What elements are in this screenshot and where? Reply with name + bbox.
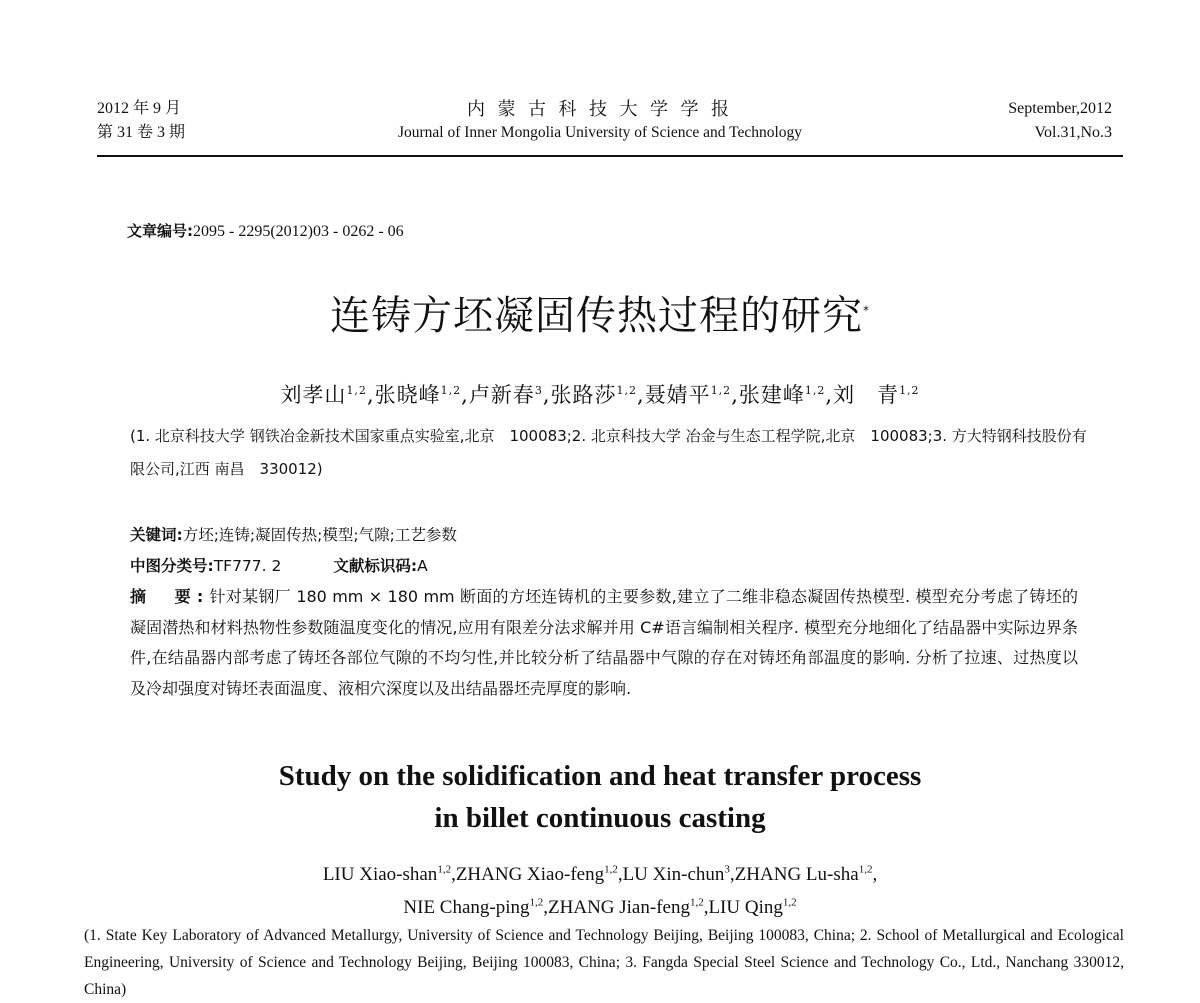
- author-cn: 张路莎$^{1,2}$,: [550, 383, 645, 407]
- doc-code-value: A: [417, 557, 428, 575]
- authors-en-line2: [0, 891, 1200, 924]
- title-cn-text: 连铸方坯凝固传热过程的研究: [330, 293, 863, 339]
- authors-cn: [0, 380, 1200, 410]
- author-en: NIE Chang-ping$^{1,2}$,: [403, 896, 549, 918]
- abstract-label: 摘 要:: [130, 587, 210, 606]
- doc-code-label: 文献标识码:: [333, 557, 418, 575]
- author-cn: 张晓峰$^{1,2}$,: [374, 383, 469, 407]
- author-cn: 刘 青$^{1,2}$: [833, 383, 920, 407]
- classification: [130, 553, 428, 579]
- author-cn: 卢新春$^3$,: [468, 383, 551, 407]
- article-number: [127, 220, 404, 241]
- keywords-label: 关键词:: [130, 526, 183, 544]
- keywords-value: 方坯;连铸;凝固传热;模型;气隙;工艺参数: [182, 526, 457, 544]
- header-left: [97, 97, 185, 145]
- author-en: LU Xin-chun$^3$,: [622, 863, 735, 885]
- header-right: [1008, 97, 1112, 145]
- author-cn: 刘孝山$^{1,2}$,: [280, 383, 375, 407]
- issue-volume-en: Vol.31,No.3: [1034, 124, 1112, 141]
- clc-value: TF777. 2: [213, 557, 282, 575]
- title-cn: [0, 288, 1200, 344]
- author-en: LIU Qing$^{1,2}$: [708, 896, 797, 918]
- article-number-label: 文章编号:: [127, 222, 193, 240]
- title-footnote-mark: *: [863, 303, 870, 318]
- header-rule: [97, 155, 1123, 157]
- issue-date-en: September,2012: [1008, 100, 1112, 117]
- journal-name-cn: 内 蒙 古 科 技 大 学 学 报: [467, 99, 733, 119]
- affiliations-en: (1. State Key Laboratory of Advanced Metallurgy, University of Science and Technology Beijing, Beijing 100083, China; 2. School of Metallurgical and Ecological Engineering, University of Science and Technology Beijing, Beijing 100083, China; 3. Fangda Special Steel Science and Technology Co., Ltd., Nanchang 330012, China): [84, 927, 1124, 998]
- abstract-cn: [130, 582, 1078, 704]
- author-cn: 张建峰$^{1,2}$,: [738, 383, 834, 407]
- title-en-line2: in billet continuous casting: [434, 802, 766, 834]
- journal-name-en: Journal of Inner Mongolia University of Science and Technology: [397, 124, 803, 141]
- issue-date-cn: 2012 年 9 月: [97, 100, 182, 117]
- title-en: [0, 755, 1200, 839]
- article-number-value: 2095 - 2295(2012)03 - 0262 - 06: [193, 223, 404, 240]
- authors-en-line1: [0, 858, 1200, 891]
- author-cn: 聂婧平$^{1,2}$,: [644, 383, 739, 407]
- abstract-text: 针对某钢厂 180 mm × 180 mm 断面的方坯连铸机的主要参数,建立了二维非稳态凝固传热模型. 模型充分考虑了铸坯的凝固潜热和材料热物性参数随温度变化的情况,应用有限差分法求解并用 C#语言编制相关程序. 模型充分地细化了结晶器中实际边界条件,在结晶器内部考虑了铸坯各部位气隙的不均匀性,并比较分析了结晶器中气隙的存在对铸坯角部温度的影响. 分析了拉速、过热度以及冷却强度对铸坯表面温度、液相穴深度以及出结晶器坯壳厚度的影响.: [130, 587, 1078, 698]
- issue-volume-cn: 第 31 卷 3 期: [97, 124, 186, 141]
- author-en: ZHANG Xiao-feng$^{1,2}$,: [455, 863, 623, 885]
- author-en: ZHANG Jian-feng$^{1,2}$,: [548, 896, 709, 918]
- authors-en: [0, 858, 1200, 924]
- title-en-line1: Study on the solidification and heat transfer process: [278, 760, 922, 792]
- affiliations-cn: (1. 北京科技大学 钢铁冶金新技术国家重点实验室,北京 100083;2. 北京科技大学 冶金与生态工程学院,北京 100083;3. 方大特钢科技股份有限公司,江西 南昌 330012): [130, 427, 1087, 478]
- author-en: ZHANG Lu-sha$^{1,2}$,: [734, 863, 878, 885]
- keywords: [130, 522, 457, 548]
- clc-label: 中图分类号:: [130, 557, 214, 575]
- author-en: LIU Xiao-shan$^{1,2}$,: [322, 863, 456, 885]
- header-center: [300, 97, 900, 145]
